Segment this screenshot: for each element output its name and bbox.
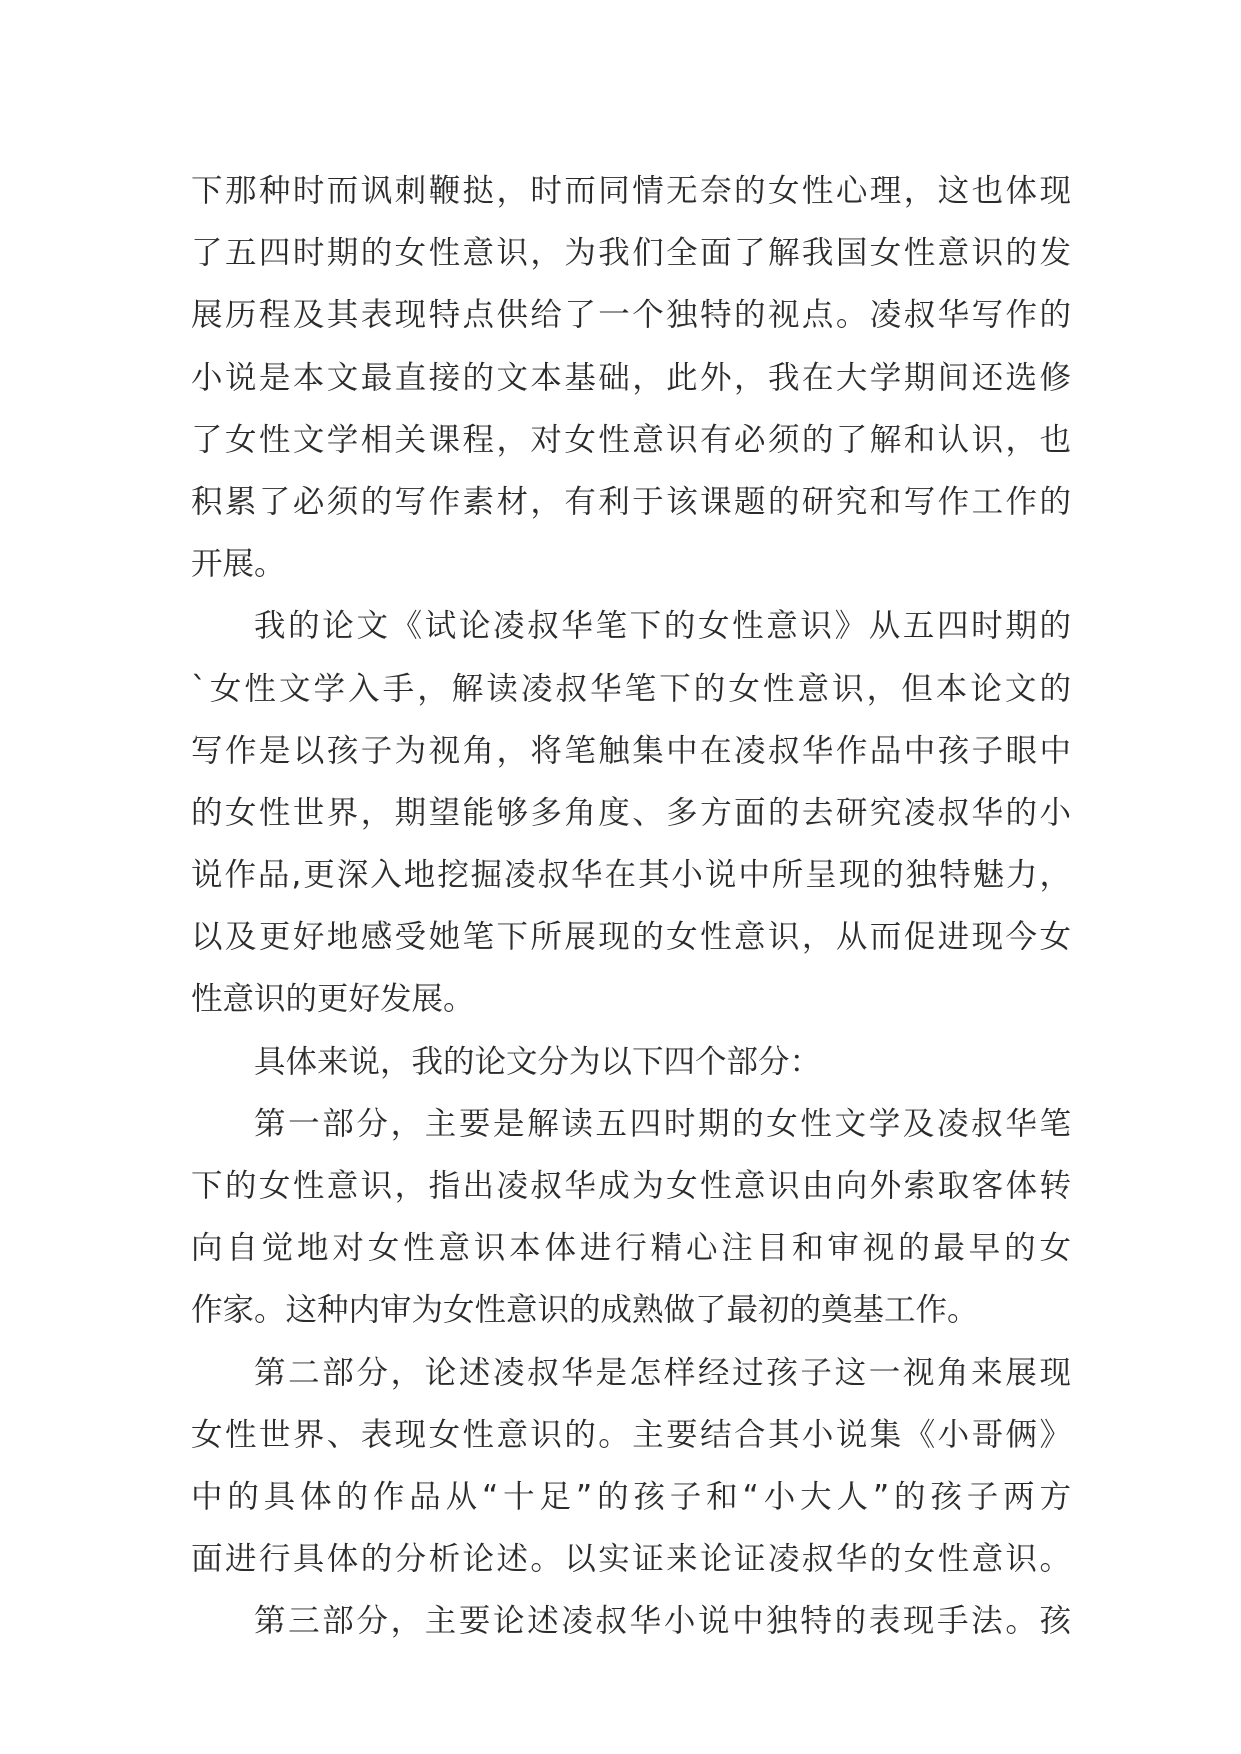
text-line: 女性世界、表现女性意识的。主要结合其小说集《小哥俩》 — [191, 1416, 1071, 1453]
text-line: `女性文学入手，解读凌叔华笔下的女性意识，但本论文的 — [191, 670, 1071, 707]
text-line: 以及更好地感受她笔下所展现的女性意识，从而促进现今女 — [191, 919, 1071, 956]
text-line: 我的论文《试论凌叔华笔下的女性意识》从五四时期的 — [254, 608, 1071, 645]
text-line: 中的具体的作品从“十足”的孩子和“小大人”的孩子两方 — [191, 1478, 1071, 1515]
text-line: 了五四时期的女性意识，为我们全面了解我国女性意识的发 — [191, 235, 1071, 272]
text-line: 的女性世界，期望能够多角度、多方面的去研究凌叔华的小 — [191, 794, 1071, 831]
text-line: 向自觉地对女性意识本体进行精心注目和审视的最早的女 — [191, 1230, 1071, 1267]
text-line: 具体来说，我的论文分为以下四个部分： — [254, 1043, 822, 1080]
text-line: 下的女性意识，指出凌叔华成为女性意识由向外索取客体转 — [191, 1168, 1071, 1204]
text-line: 展历程及其表现特点供给了一个独特的视点。凌叔华写作的 — [191, 297, 1071, 334]
text-line: 第二部分，论述凌叔华是怎样经过孩子这一视角来展现 — [254, 1354, 1071, 1391]
text-line: 积累了必须的写作素材，有利于该课题的研究和写作工作的 — [191, 483, 1071, 520]
text-line: 写作是以孩子为视角，将笔触集中在凌叔华作品中孩子眼中 — [191, 732, 1071, 769]
text-line: 面进行具体的分析论述。以实证来论证凌叔华的女性意识。 — [191, 1541, 1071, 1578]
text-line: 性意识的更好发展。 — [191, 981, 475, 1018]
text-line: 作家。这种内审为女性意识的成熟做了最初的奠基工作。 — [191, 1292, 979, 1329]
text-line: 第三部分，主要论述凌叔华小说中独特的表现手法。孩 — [254, 1603, 1071, 1640]
text-line: 了女性文学相关课程，对女性意识有必须的了解和认识，也 — [191, 421, 1071, 458]
text-line: 下那种时而讽刺鞭挞，时而同情无奈的女性心理，这也体现 — [191, 173, 1071, 209]
text-line: 开展。 — [191, 546, 286, 583]
document-body — [191, 160, 1071, 1653]
text-line: 第一部分，主要是解读五四时期的女性文学及凌叔华笔 — [254, 1105, 1071, 1142]
text-line: 说作品,更深入地挖掘凌叔华在其小说中所呈现的独特魅力， — [191, 857, 1071, 894]
text-line: 小说是本文最直接的文本基础，此外，我在大学期间还选修 — [191, 359, 1071, 396]
